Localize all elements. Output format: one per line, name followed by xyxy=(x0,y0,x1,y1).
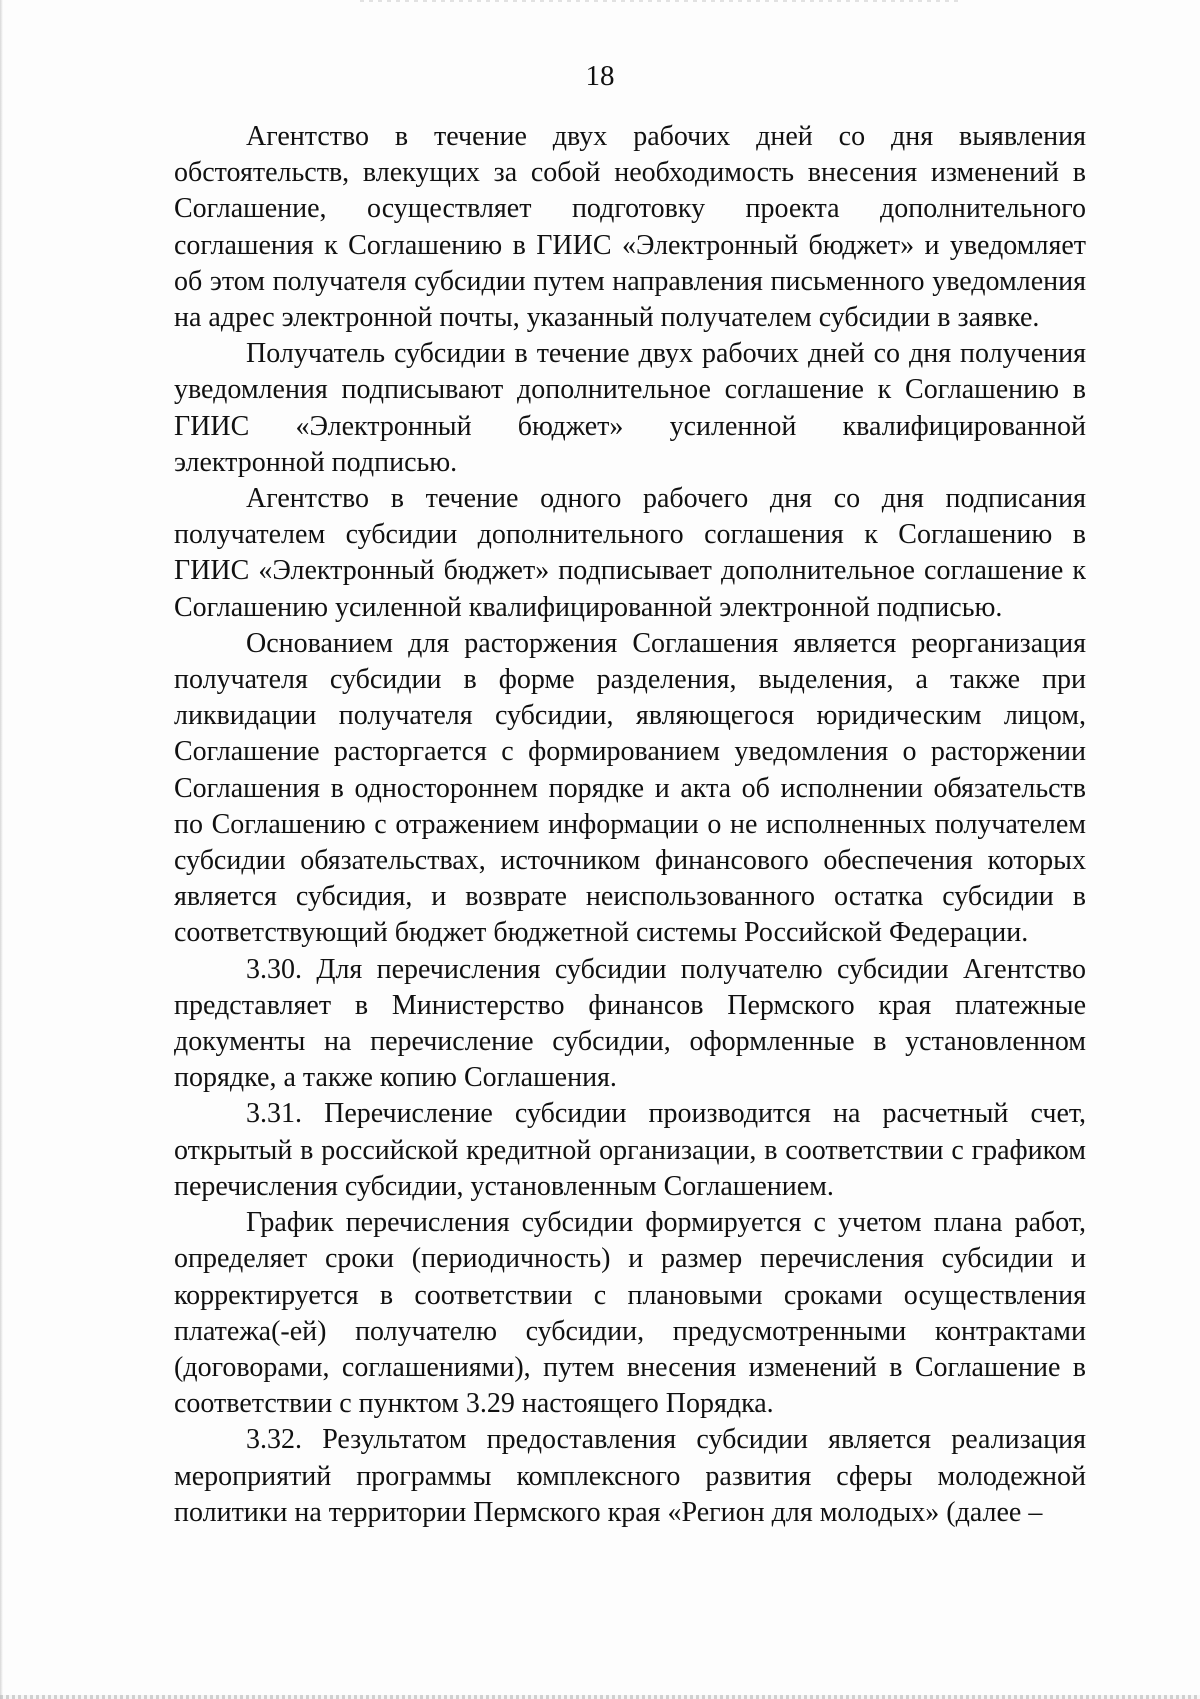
scan-edge-bottom xyxy=(0,1695,1200,1699)
paragraph-3-30: 3.30. Для перечисления субсидии получателю субсидии Агентство представляет в Министерство финансов Пермского края платежные документы на перечисление субсидии, оформленные в установленном порядке, а также копию Соглашения. xyxy=(174,953,1086,1094)
paragraph-termination-grounds: Основанием для расторжения Соглашения является реорганизация получателя субсидии в форме разделения, выделения, а также при ликвидации получателя субсидии, являющегося юридическим лицом, Соглашение расторгается с формированием уведомления о расторжении Соглашения в одностороннем порядке и акта об исполнении обязательств по Соглашению с отражением информации о не исполненных получателем субсидии обязательствах, источником финансового обеспечения которых является субсидия, и возврате неиспользованного остатка субсидии в соответствующий бюджет бюджетной системы Российской Федерации. xyxy=(174,627,1086,949)
paragraph-recipient-signs: Получатель субсидии в течение двух рабочих дней со дня получения уведомления подписывают дополнительное соглашение к Соглашению в ГИИС «Электронный бюджет» усиленной квалифицированной электронной подписью. xyxy=(174,338,1086,478)
scan-edge-left xyxy=(0,0,3,1699)
paragraph-agency-notification: Агентство в течение двух рабочих дней со дня выявления обстоятельств, влекущих за собой необходимость внесения изменений в Соглашение, осуществляет подготовку проекта дополнительного соглашения к Соглашению в ГИИС «Электронный бюджет» и уведомляет об этом получателя субсидии путем направления письменного уведомления на адрес электронной почты, указанный получателем субсидии в заявке. xyxy=(174,121,1086,334)
paragraph-agency-signs: Агентство в течение одного рабочего дня со дня подписания получателем субсидии дополнительного соглашения к Соглашению в ГИИС «Электронный бюджет» подписывает дополнительное соглашение к Соглашению усиленной квалифицированной электронной подписью. xyxy=(174,483,1086,623)
document-body xyxy=(174,119,1086,1531)
paragraph-3-31: 3.31. Перечисление субсидии производится на расчетный счет, открытый в российской кредитной организации, в соответствии с графиком перечисления субсидии, установленным Соглашением. xyxy=(174,1098,1086,1202)
paragraph-transfer-schedule: График перечисления субсидии формируется с учетом плана работ, определяет сроки (периодичность) и размер перечисления субсидии и корректируется в соответствии с плановыми сроками осуществления платежа(-ей) получателю субсидии, предусмотренными контрактами (договорами, соглашениями), путем внесения изменений в Соглашение в соответствии с пунктом 3.29 настоящего Порядка. xyxy=(174,1207,1086,1420)
page-number: 18 xyxy=(585,60,615,92)
scan-edge-top xyxy=(360,0,960,2)
paragraph-3-32: 3.32. Результатом предоставления субсидии является реализация мероприятий программы комплексного развития сферы молодежной политики на территории Пермского края «Регион для молодых» (далее – xyxy=(174,1424,1086,1528)
